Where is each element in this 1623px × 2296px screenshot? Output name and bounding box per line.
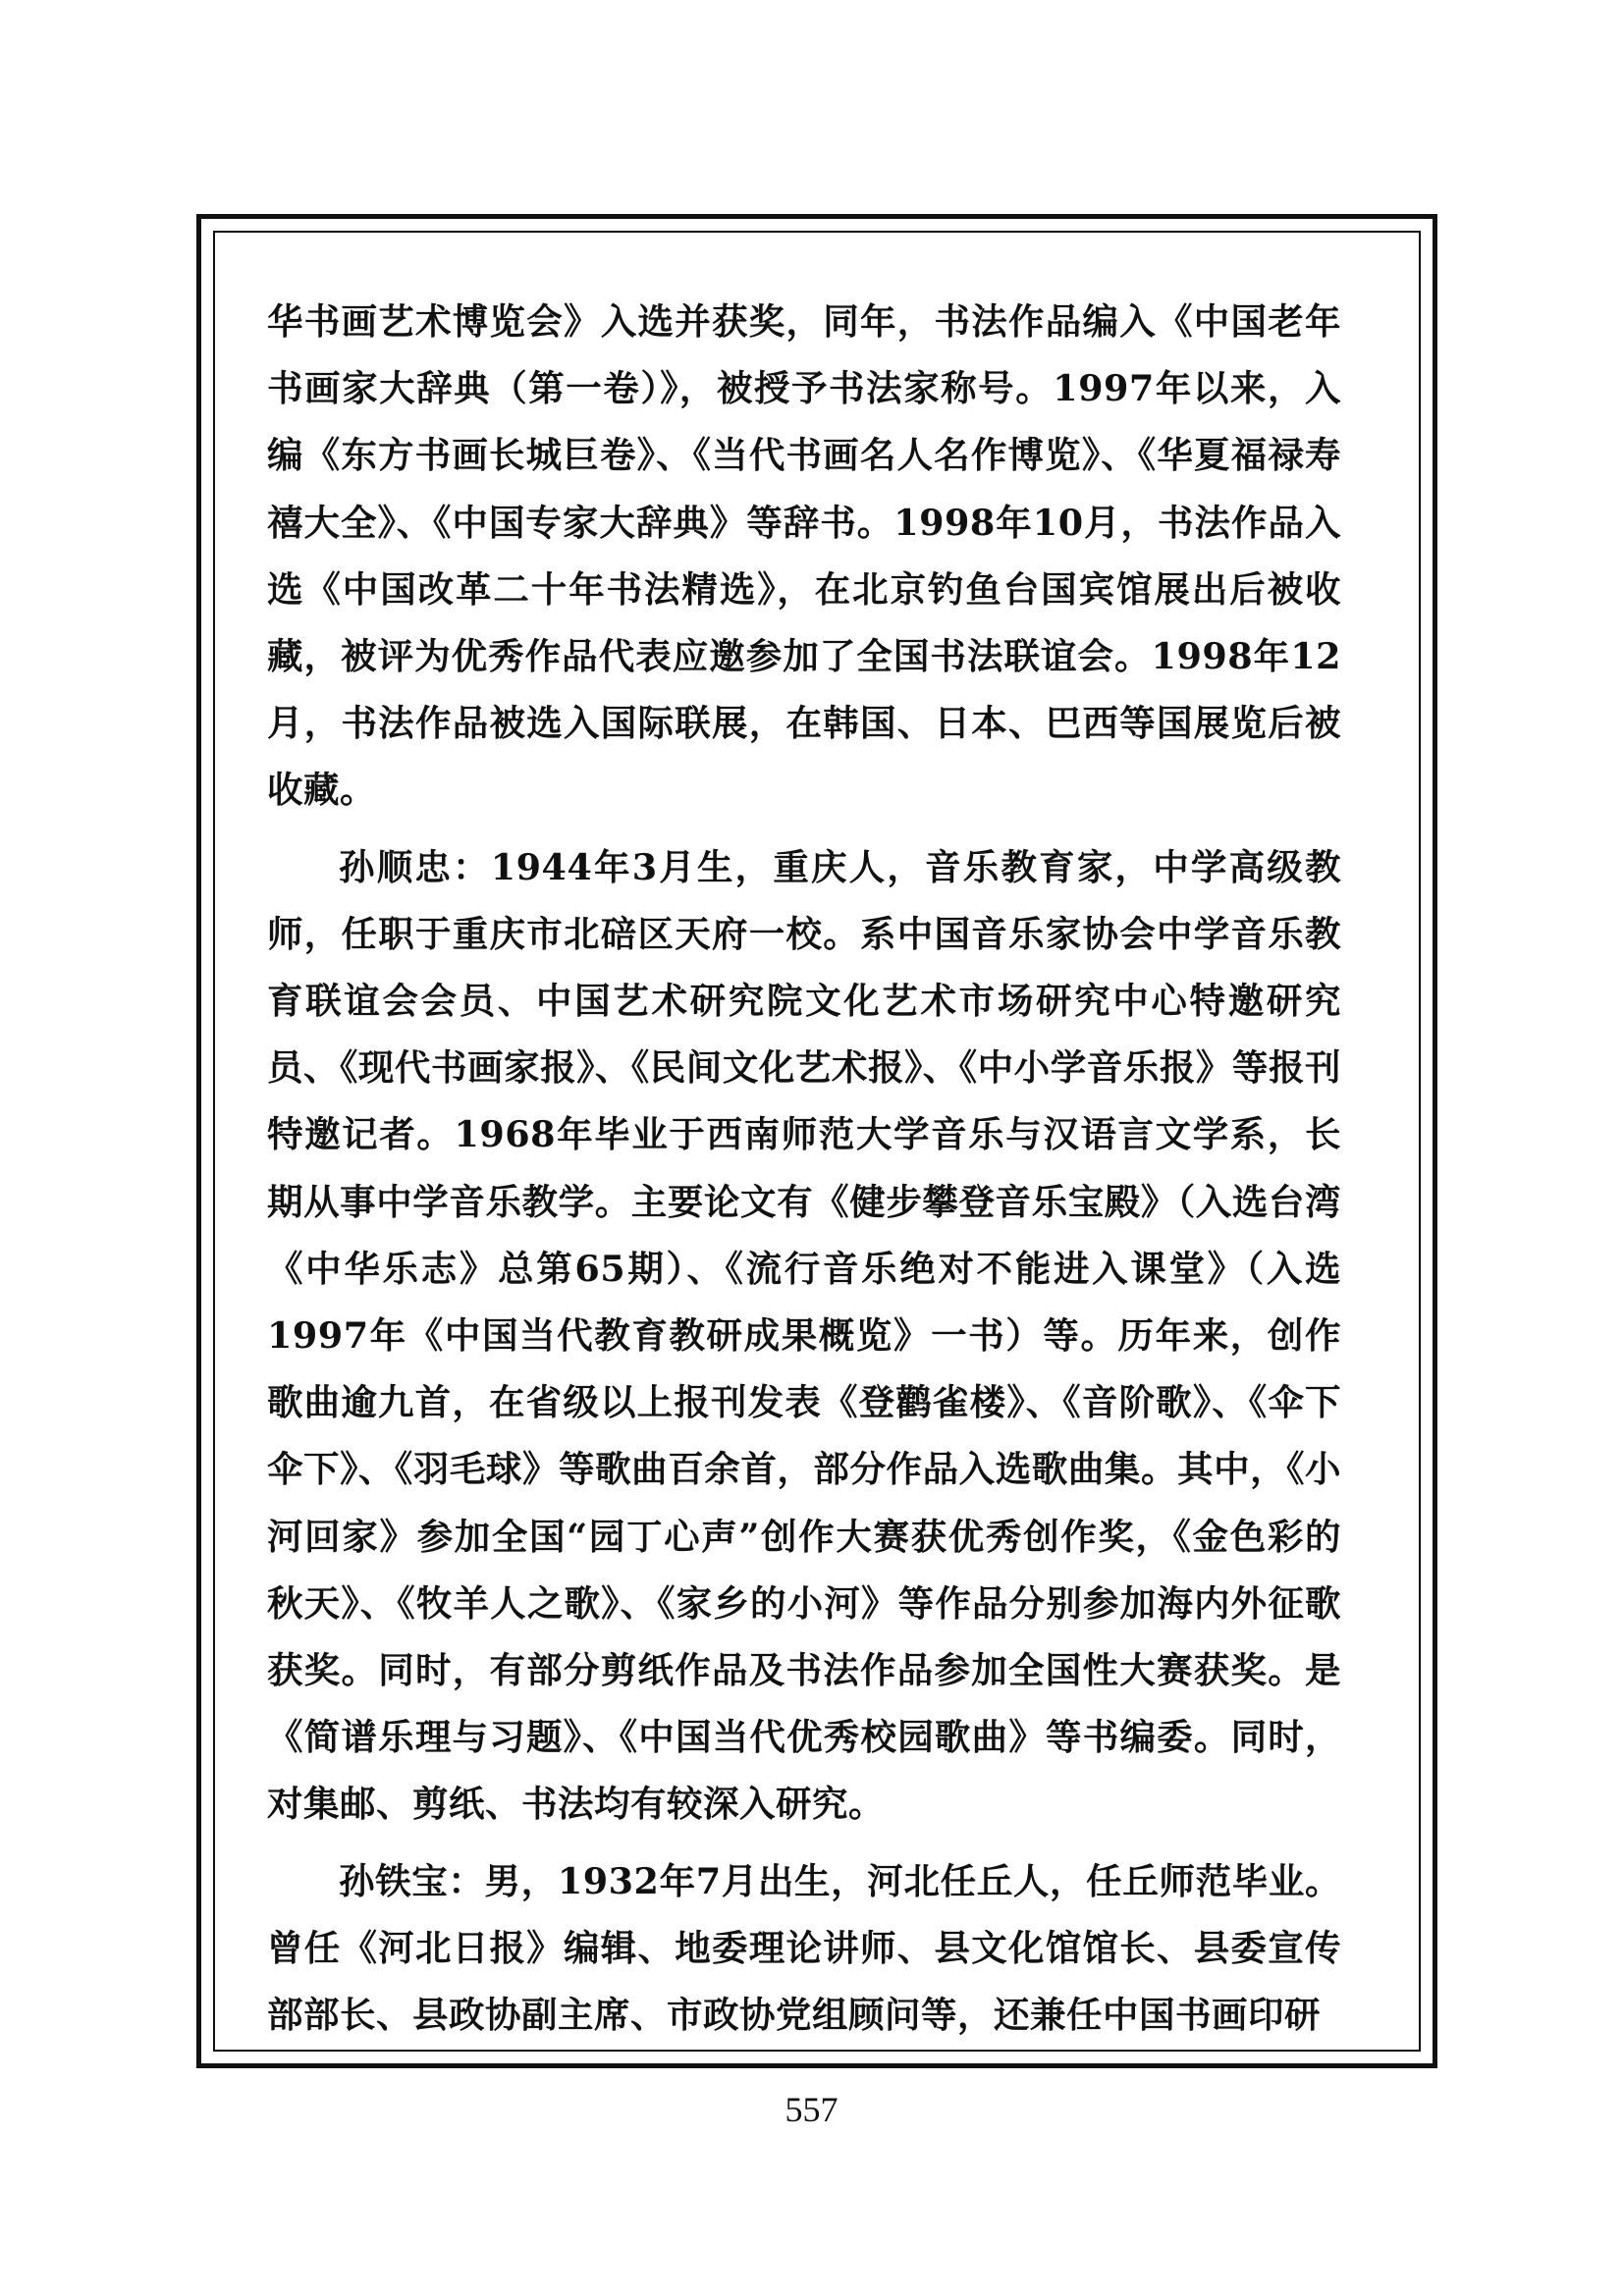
paragraph-sun-shunzhong: 孙顺忠：1944年3月生，重庆人，音乐教育家，中学高级教师，任职于重庆市北碚区天府一校。系中国音乐家协会中学音乐教育联谊会会员、中国艺术研究院文化艺术市场研究中心特邀研究员、《现代书画家报》、《民间文化艺术报》、《中小学音乐报》等报刊特邀记者。1968年毕业于西南师范大学音乐与汉语言文学系，长期从事中学音乐教学。主要论文有《健步攀登音乐宝殿》（入选台湾《中华乐志》总第65期）、《流行音乐绝对不能进入课堂》（入选1997年《中国当代教育教研成果概览》一书）等。历年来，创作歌曲逾九首，在省级以上报刊发表《登鹳雀楼》、《音阶歌》、《伞下伞下》、《羽毛球》等歌曲百余首，部分作品入选歌曲集。其中，《小河回家》参加全国“园丁心声”创作大赛获优秀创作奖，《金色彩的秋天》、《牧羊人之歌》、《家乡的小河》等作品分别参加海内外征歌获奖。同时，有部分剪纸作品及书法作品参加全国性大赛获奖。是《简谱乐理与习题》、《中国当代优秀校园歌曲》等书编委。同时，对集邮、剪纸、书法均有较深入研究。 bbox=[267, 845, 1341, 1826]
article-body bbox=[267, 289, 1341, 2049]
page-number: 557 bbox=[784, 2090, 839, 2129]
paragraph-continuation: 华书画艺术博览会》入选并获奖，同年，书法作品编入《中国老年书画家大辞典（第一卷）》，被授予书法家称号。1997年以来，入编《东方书画长城巨卷》、《当代书画名人名作博览》、《华夏福禄寿禧大全》、《中国专家大辞典》等辞书。1998年10月，书法作品入选《中国改革二十年书法精选》，在北京钓鱼台国宾馆展出后被收藏，被评为优秀作品代表应邀参加了全国书法联谊会。1998年12月，书法作品被选入国际联展，在韩国、日本、巴西等国展览后被收藏。 bbox=[267, 300, 1341, 812]
paragraph-sun-tiebao: 孙铁宝：男，1932年7月出生，河北任丘人，任丘师范毕业。曾任《河北日报》编辑、地委理论讲师、县文化馆馆长、县委宣传部部长、县政协副主席、市政协党组顾问等，还兼任中国书画印研 bbox=[267, 1859, 1341, 2037]
